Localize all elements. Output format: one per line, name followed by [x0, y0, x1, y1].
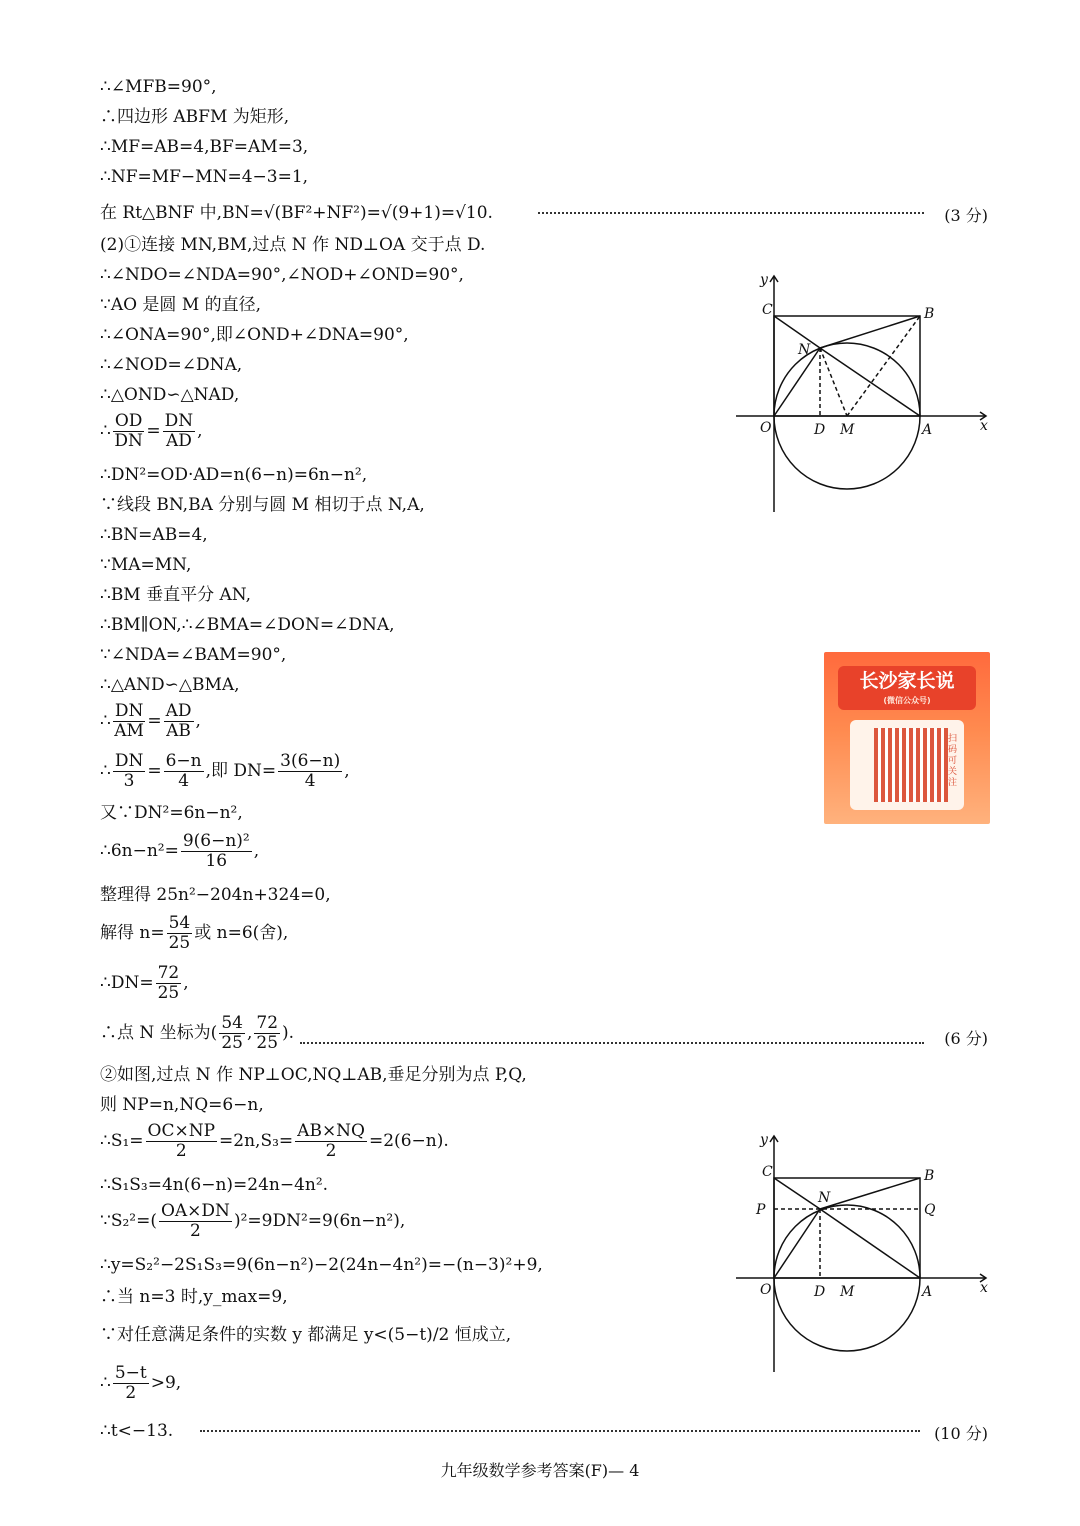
- solution-line: ∴∠NDO=∠NDA=90°,∠NOD+∠OND=90°,: [100, 265, 464, 285]
- solution-line: ∴NF=MF−MN=4−3=1,: [100, 167, 309, 187]
- label-m: M: [840, 422, 855, 438]
- solution-line: ∵∠NDA=∠BAM=90°,: [100, 645, 287, 665]
- label-n: N: [818, 1190, 831, 1206]
- solution-line: ∵AO 是圆 M 的直径,: [100, 295, 262, 315]
- label-n: N: [798, 342, 811, 358]
- segment-nm: [820, 348, 847, 416]
- solution-line: ∴∠ONA=90°,即∠OND+∠DNA=90°,: [100, 325, 409, 345]
- segment-nb: [820, 1178, 920, 1209]
- segment-on: [774, 348, 820, 416]
- solution-line: 则 NP=n,NQ=6−n,: [100, 1095, 264, 1115]
- label-x: x: [980, 418, 988, 434]
- solution-line: 在 Rt△BNF 中,BN=√(BF²+NF²)=√(9+1)=√10.: [100, 203, 493, 223]
- proportion-dn-am: ∴ $\frac{DN}{AM}$ = $\frac{AD}{AB}$ ,: [100, 701, 201, 741]
- figure-1-coordinate-diagram: [736, 270, 996, 520]
- area-s1-s3-line: ∴S₁= $\frac{OC\times NP}{2}$ =2n,S₃= $\frac{AB\times NQ}{2}$ =2(6−n).: [100, 1121, 449, 1161]
- label-p: P: [756, 1202, 766, 1218]
- solution-line: ∴BM∥ON,∴∠BMA=∠DON=∠DNA,: [100, 615, 395, 635]
- label-o: O: [760, 1282, 772, 1298]
- label-m: M: [840, 1284, 855, 1300]
- solution-line: ∴∠MFB=90°,: [100, 77, 217, 97]
- segment-na: [820, 348, 920, 416]
- label-q: Q: [924, 1202, 936, 1218]
- label-a: A: [922, 422, 933, 438]
- segment-mb: [847, 316, 920, 416]
- label-b: B: [924, 306, 935, 322]
- solution-line: 又∵DN²=6n−n²,: [100, 803, 243, 823]
- label-y: y: [760, 1132, 768, 1148]
- solution-line: ∴BM 垂直平分 AN,: [100, 585, 251, 605]
- solution-line: ∴MF=AB=4,BF=AM=3,: [100, 137, 309, 157]
- leader-dots: [300, 1042, 924, 1044]
- solution-line: 整理得 25n²−204n+324=0,: [100, 885, 331, 905]
- score-10: (10 分): [934, 1424, 988, 1443]
- label-c: C: [762, 1164, 773, 1180]
- scan-hint: 扫码可关注: [948, 734, 958, 788]
- solution-line: (2)①连接 MN,BM,过点 N 作 ND⊥OA 交于点 D.: [100, 235, 486, 255]
- page-footer: 九年级数学参考答案(F)— 4: [440, 1461, 640, 1480]
- solution-line: ∴DN²=OD·AD=n(6−n)=6n−n²,: [100, 465, 368, 485]
- solution-line: ∵对任意满足条件的实数 y 都满足 y<(5−t)/2 恒成立,: [100, 1325, 512, 1345]
- segment-nb: [820, 316, 920, 348]
- label-d: D: [814, 422, 826, 438]
- area-s2-line: ∵S₂²=( $\frac{OA\times DN}{2}$ )²=9DN²=9(6n−n²),: [100, 1201, 406, 1241]
- n-coordinates-line: ∴点 N 坐标为( $\frac{54}{25}$ , $\frac{72}{25}$ ).: [100, 1013, 295, 1053]
- label-d: D: [814, 1284, 826, 1300]
- score-6: (6 分): [944, 1029, 988, 1048]
- solution-line: ∴y=S₂²−2S₁S₃=9(6n−n²)−2(24n−4n²)=−(n−3)²+9,: [100, 1255, 543, 1275]
- solution-line: ∴△OND∽△NAD,: [100, 385, 240, 405]
- solution-line: ∴四边形 ABFM 为矩形,: [100, 107, 290, 127]
- solution-line: ∴t<−13.: [100, 1421, 174, 1441]
- score-3: (3 分): [944, 206, 988, 225]
- segment-na: [820, 1209, 920, 1278]
- solution-line: ∴S₁S₃=4n(6−n)=24n−4n².: [100, 1175, 329, 1195]
- leader-dots: [538, 212, 924, 214]
- inequality-line: ∴ $\frac{5-t}{2}$ >9,: [100, 1363, 182, 1403]
- segment-cn: [774, 316, 820, 348]
- label-x: x: [980, 1280, 988, 1296]
- label-a: A: [922, 1284, 933, 1300]
- qr-code-image[interactable]: [874, 728, 948, 802]
- solution-line: ②如图,过点 N 作 NP⊥OC,NQ⊥AB,垂足分别为点 P,Q,: [100, 1065, 527, 1085]
- segment-cn: [774, 1178, 820, 1209]
- solution-line: ∵线段 BN,BA 分别与圆 M 相切于点 N,A,: [100, 495, 425, 515]
- equation-line: ∴6n−n²= $\frac{\text{9(6−n)²}}{16}$ ,: [100, 831, 260, 871]
- leader-dots: [200, 1430, 920, 1432]
- solution-line: ∴当 n=3 时,y_max=9,: [100, 1287, 288, 1307]
- solve-n-line: 解得 n= $\frac{54}{25}$ 或 n=6(舍),: [100, 913, 289, 953]
- qr-card: [850, 720, 964, 810]
- solution-line: ∴BN=AB=4,: [100, 525, 208, 545]
- qr-code-ad[interactable]: [824, 652, 990, 824]
- label-y: y: [760, 272, 768, 288]
- segment-on: [774, 1209, 820, 1278]
- proportion-od-dn: ∴ $\frac{OD}{DN}$ = $\frac{DN}{AD}$ ,: [100, 411, 203, 451]
- dn-expression: ∴ $\frac{DN}{3}$ = $\frac{6-n}{4}$ ,即 DN= $\frac{3(6-n)}{4}$ ,: [100, 751, 350, 791]
- label-b: B: [924, 1168, 935, 1184]
- solution-line: ∵MA=MN,: [100, 555, 192, 575]
- ad-title: 长沙家长说 (微信公众号): [838, 666, 976, 710]
- ad-subtitle: (微信公众号): [883, 696, 931, 705]
- label-o: O: [760, 420, 772, 436]
- label-c: C: [762, 302, 773, 318]
- solution-line: ∴△AND∽△BMA,: [100, 675, 240, 695]
- solution-line: ∴∠NOD=∠DNA,: [100, 355, 243, 375]
- dn-value-line: ∴DN= $\frac{72}{25}$ ,: [100, 963, 189, 1003]
- figure-2-coordinate-diagram: [736, 1130, 996, 1380]
